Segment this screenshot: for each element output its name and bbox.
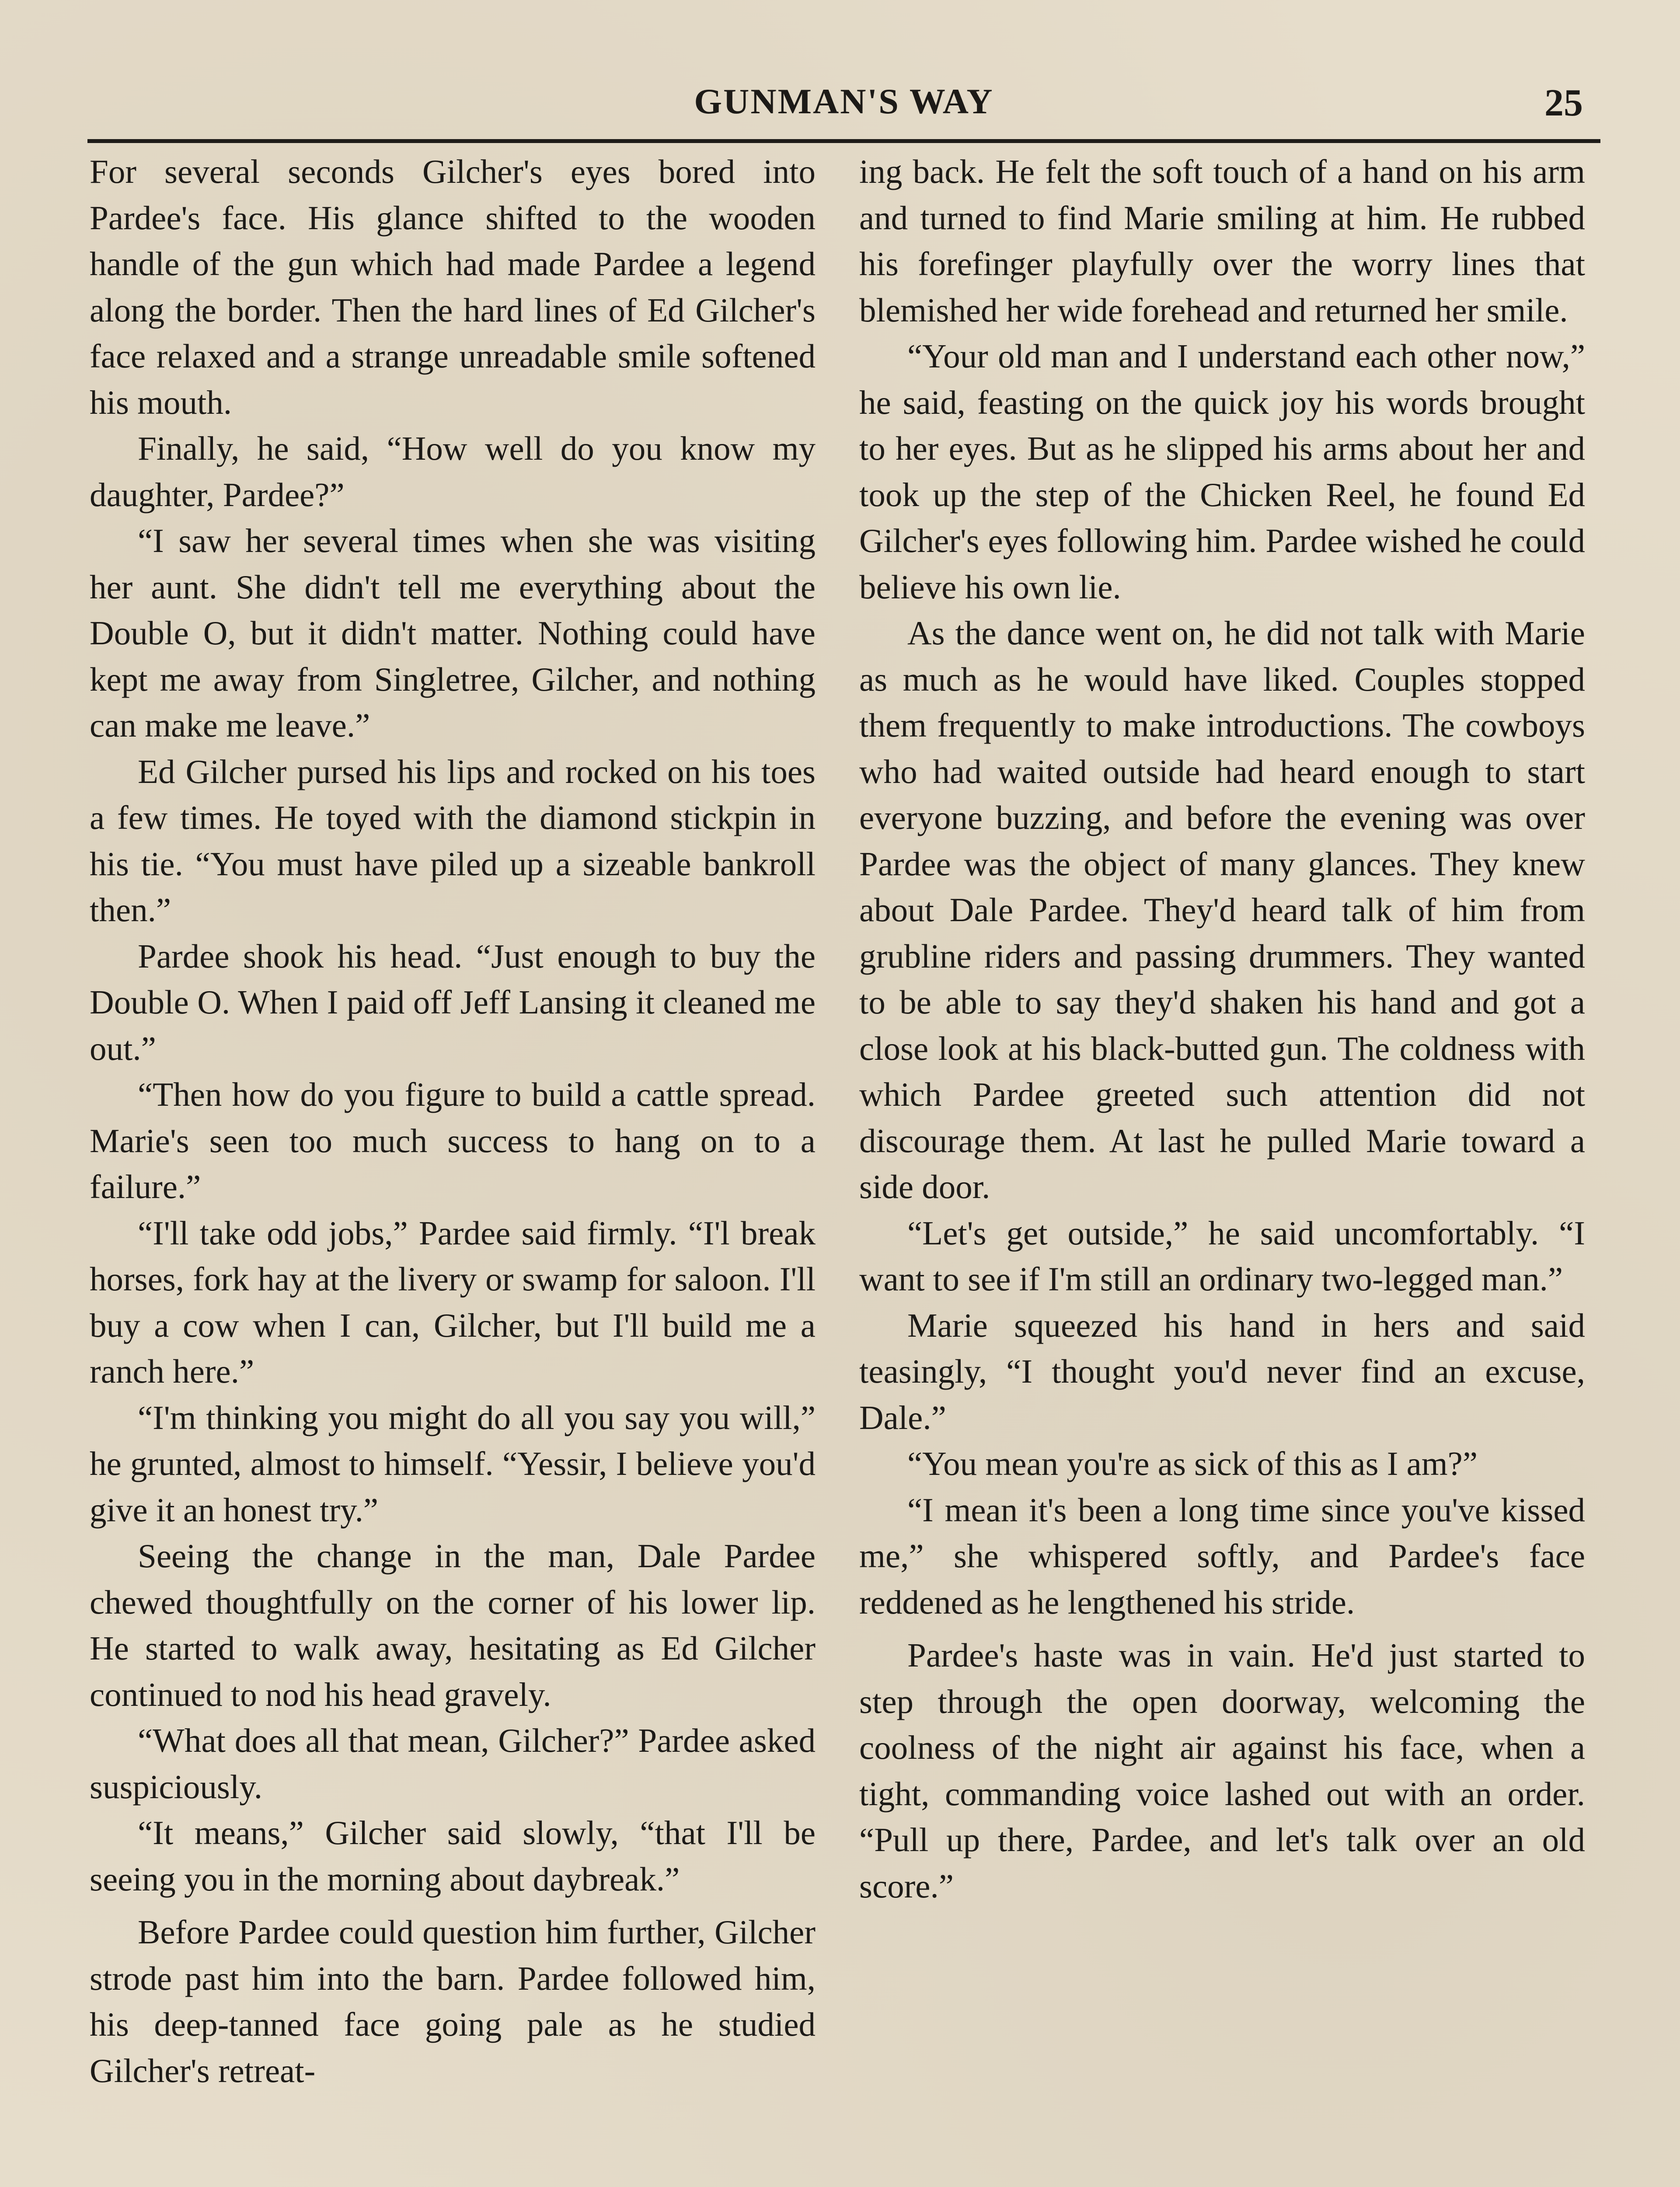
- paragraph: “Your old man and I understand each other now,” he said, feasting on the quick joy his words brought to her eyes. But as he slipped his arms about her and took up the step of the Chicken Reel, he found Ed Gilcher's eyes following him. Pardee wished he could believe his own lie.: [859, 337, 1585, 606]
- paragraph: “What does all that mean, Gilcher?” Pardee asked suspiciously.: [90, 1722, 816, 1806]
- paragraph: As the dance went on, he did not talk with Marie as much as he would have liked. Couples stopped them frequently to make introductions. The cowboys who had waited outside had heard enough to start everyone buzzing, and before the evening was over Pardee was the object of many glances. They knew about Dale Pardee. They'd heard talk of him from grubline riders and passing drummers. They wanted to be able to say they'd shaken his hand and got a close look at his black-butted gun. The coldness with which Pardee greeted such attention did not discourage them. At last he pulled Marie toward a side door.: [859, 614, 1585, 1205]
- paragraph: “Then how do you figure to build a cattle spread. Marie's seen too much success to hang on to a failure.”: [90, 1076, 816, 1205]
- running-header: [87, 77, 1600, 133]
- paragraph: “I'm thinking you might do all you say you will,” he grunted, almost to himself. “Yessir, I believe you'd give it an honest try.”: [90, 1398, 816, 1529]
- paragraph: “You mean you're as sick of this as I am?”: [907, 1445, 1478, 1482]
- paragraph: Finally, he said, “How well do you know my daughter, Pardee?”: [90, 430, 816, 514]
- paragraph: Before Pardee could question him further, Gilcher strode past him into the barn. Pardee followed him, his deep-tanned face going pale as he studied Gilcher's retreat-: [90, 1913, 816, 2089]
- paragraph: “I saw her several times when she was visiting her aunt. She didn't tell me everything about the Double O, but it didn't matter. Nothing could have kept me away from Singletree, Gilcher, and nothing can make me leave.”: [90, 522, 816, 744]
- paragraph: “I mean it's been a long time since you've kissed me,” she whispered softly, and Pardee's face reddened as he lengthened his stride.: [859, 1491, 1585, 1621]
- paragraph: “Let's get outside,” he said uncomfortably. “I want to see if I'm still an ordinary two-legged man.”: [859, 1214, 1585, 1298]
- left-text-column: [90, 149, 816, 2187]
- running-title: GUNMAN'S WAY: [694, 81, 994, 121]
- paragraph: Pardee's haste was in vain. He'd just started to step through the open doorway, welcoming the coolness of the night air against his face, when a tight, commanding voice lashed out with an order. “Pull up there, Pardee, and let's talk over an old score.”: [859, 1636, 1585, 1905]
- header-rule: [87, 139, 1600, 143]
- right-text-column: [859, 149, 1585, 2187]
- paragraph: Seeing the change in the man, Dale Pardee chewed thoughtfully on the corner of his lower lip. He started to walk away, hesitating as Ed Gilcher continued to nod his head gravely.: [90, 1537, 816, 1713]
- paragraph: For several seconds Gilcher's eyes bored into Pardee's face. His glance shifted to the wooden handle of the gun which had made Pardee a legend along the border. Then the hard lines of Ed Gilcher's face relaxed and a strange unreadable smile softened his mouth.: [90, 153, 816, 421]
- paragraph: Marie squeezed his hand in hers and said teasingly, “I thought you'd never find an excuse, Dale.”: [859, 1306, 1585, 1436]
- paragraph: “I'll take odd jobs,” Pardee said firmly. “I'l break horses, fork hay at the livery or swamp for saloon. I'll buy a cow when I can, Gilcher, but I'll build me a ranch here.”: [90, 1214, 816, 1390]
- paragraph: Pardee shook his head. “Just enough to buy the Double O. When I paid off Jeff Lansing it cleaned me out.”: [90, 937, 816, 1067]
- paragraph: “It means,” Gilcher said slowly, “that I'll be seeing you in the morning about daybreak.”: [90, 1814, 816, 1898]
- paragraph: Ed Gilcher pursed his lips and rocked on his toes a few times. He toyed with the diamond stickpin in his tie. “You must have piled up a sizeable bankroll then.”: [90, 752, 816, 929]
- paragraph: ing back. He felt the soft touch of a hand on his arm and turned to find Marie smiling at him. He rubbed his forefinger playfully over the worry lines that blemished her wide forehead and returned her smile.: [859, 153, 1585, 329]
- page-number: 25: [1544, 82, 1583, 124]
